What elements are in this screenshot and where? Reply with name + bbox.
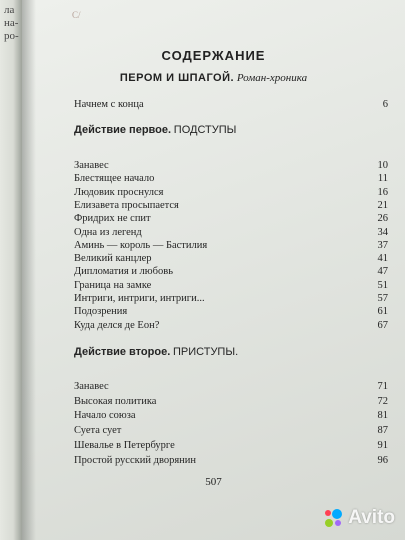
watermark-text: Avito — [348, 507, 395, 528]
toc-entry — [74, 173, 388, 185]
toc-entry-page: 6 — [382, 99, 388, 110]
book-page — [22, 0, 405, 540]
toc-entry-page: 34 — [377, 226, 388, 238]
section-name: ПРИСТУПЫ. — [173, 346, 239, 358]
toc-entry-page: 71 — [377, 381, 388, 392]
toc-entry-title: Интриги, интриги, интриги... — [74, 293, 205, 304]
toc-entry-title: Куда делся де Еон? — [74, 319, 160, 331]
toc-entry — [74, 227, 388, 239]
toc-entry — [74, 253, 388, 265]
toc-entry-page: 57 — [377, 293, 388, 304]
previous-page-fragment: ла — [4, 4, 15, 16]
toc-entry — [74, 306, 388, 318]
previous-page-fragment: ро- — [4, 30, 19, 42]
toc-entry-title: Суета сует — [74, 425, 122, 437]
toc-entry — [74, 240, 388, 252]
toc-entry-page: 10 — [377, 160, 388, 171]
toc-entry-page: 26 — [377, 213, 388, 225]
toc-entry-page: 16 — [377, 186, 388, 198]
corner-mark: С/ — [72, 10, 81, 20]
previous-page-edge — [0, 0, 22, 540]
toc-entry-page: 87 — [377, 425, 388, 437]
toc-entry — [74, 381, 388, 393]
toc-entry-title: Начало союза — [74, 410, 136, 422]
toc-entry-title: Дипломатия и любовь — [74, 266, 173, 278]
section-heading-part1 — [74, 124, 236, 136]
section-name: ПОДСТУПЫ — [173, 124, 237, 136]
toc-entry — [74, 410, 388, 422]
toc-entry-title: Граница на замке — [74, 279, 152, 291]
toc-entry — [74, 200, 388, 212]
toc-entry-title: Занавес — [74, 160, 109, 171]
section-label: Действие первое. — [74, 124, 172, 136]
toc-entry-title: Подозрения — [74, 306, 128, 318]
toc-entry — [74, 99, 388, 111]
toc-entry-page: 81 — [377, 410, 388, 422]
toc-entry-title: Начнем с конца — [74, 99, 144, 110]
toc-entry-page: 21 — [377, 199, 388, 211]
toc-entry — [74, 455, 388, 467]
toc-entry-page: 51 — [377, 279, 388, 291]
previous-page-fragment: на- — [4, 17, 19, 29]
toc-entry — [74, 160, 388, 172]
toc-entry — [74, 187, 388, 199]
section-heading-part2 — [74, 346, 238, 358]
toc-entry-page: 72 — [377, 395, 388, 407]
toc-entry-page: 41 — [377, 253, 388, 265]
toc-entry-page: 96 — [377, 454, 388, 466]
toc-entry — [74, 396, 388, 408]
toc-entry-title: Одна из легенд — [74, 226, 142, 238]
toc-entry — [74, 293, 388, 305]
subtitle-genre: Роман-хроника — [236, 72, 308, 84]
toc-entry-title: Шевалье в Петербурге — [74, 439, 175, 451]
toc-entry-title: Блестящее начало — [74, 173, 155, 185]
toc-entry-page: 47 — [377, 266, 388, 278]
toc-entry-page: 91 — [377, 439, 388, 451]
toc-entry — [74, 266, 388, 278]
toc-entry-page: 67 — [377, 319, 388, 331]
toc-entry — [74, 213, 388, 225]
avito-logo-icon — [322, 507, 344, 529]
book-subtitle — [22, 72, 405, 84]
avito-watermark — [322, 506, 395, 530]
toc-entry-page: 61 — [377, 306, 388, 318]
subtitle-main: ПЕРОМ И ШПАГОЙ. — [119, 72, 235, 84]
toc-entry — [74, 440, 388, 452]
toc-entry — [74, 280, 388, 292]
page-number: 507 — [205, 476, 222, 488]
toc-entry — [74, 425, 388, 437]
toc-entry-title: Занавес — [74, 381, 109, 392]
page-title: СОДЕРЖАНИЕ — [161, 48, 266, 63]
toc-entry-title: Великий канцлер — [74, 253, 152, 265]
toc-entry-page: 37 — [377, 239, 388, 251]
toc-entry — [74, 320, 388, 332]
toc-entry-title: Фридрих не спит — [74, 213, 151, 225]
section-label: Действие второе. — [74, 346, 171, 358]
toc-entry-title: Простой русский дворянин — [74, 454, 197, 466]
toc-entry-page: 11 — [377, 173, 388, 185]
toc-entry-title: Высокая политика — [74, 395, 157, 407]
toc-entry-title: Аминь — король — Бастилия — [74, 239, 208, 251]
toc-entry-title: Людовик проснулся — [74, 186, 164, 198]
toc-entry-title: Елизавета просыпается — [74, 199, 179, 211]
